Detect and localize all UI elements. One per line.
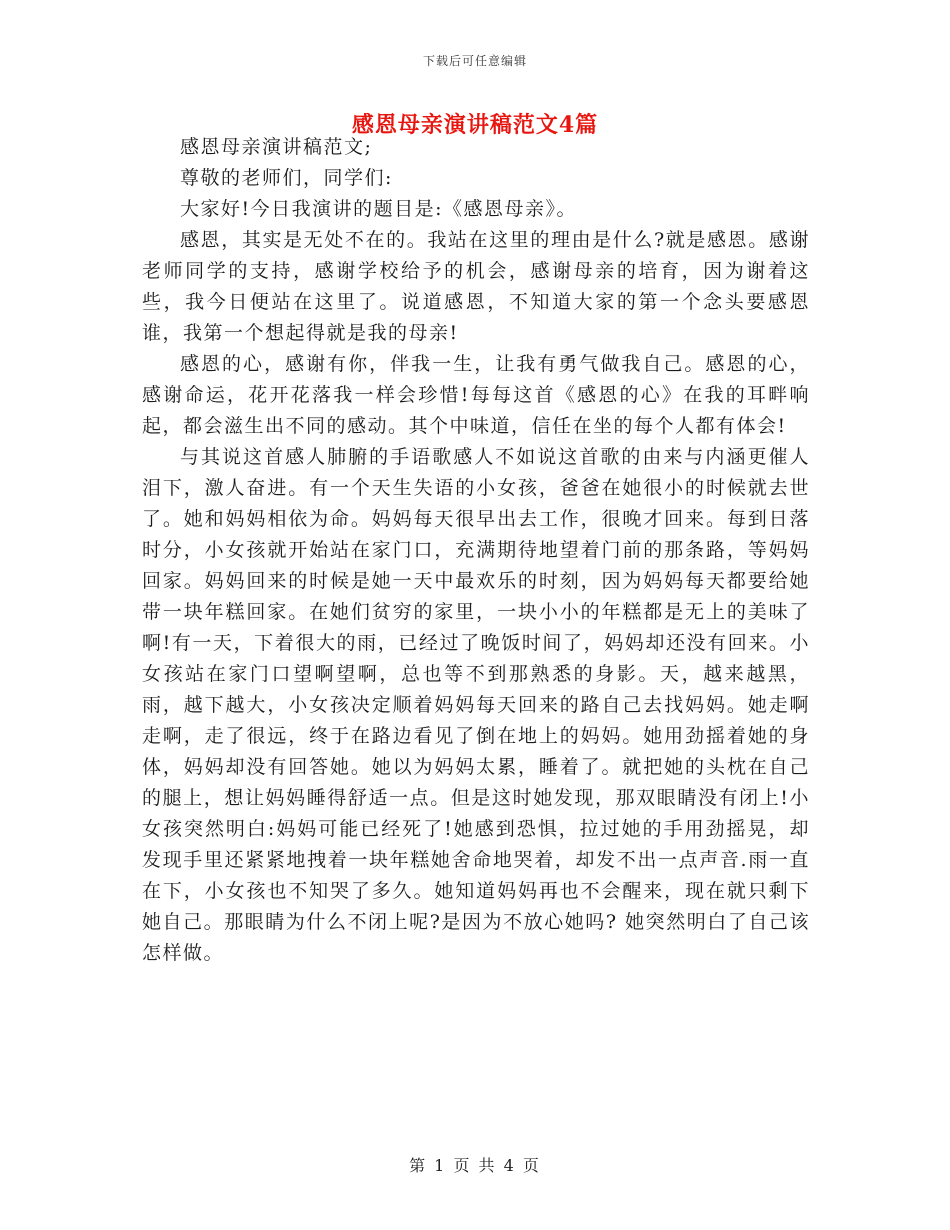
paragraph-salutation: 尊敬的老师们，同学们: [180, 167, 393, 189]
document-title: 感恩母亲演讲稿范文4篇 [351, 112, 599, 138]
paragraph-intro: 大家好!今日我演讲的题目是:《感恩母亲》。 [180, 198, 578, 220]
document-body [142, 132, 810, 969]
paragraph-grateful-heart: 感恩的心，感谢有你，伴我一生，让我有勇气做我自己。感恩的心，感谢命运，花开花落我一样会珍惜!每每这首《感恩的心》在我的耳畔响起，都会滋生出不同的感动。其个中味道，信任在坐的每个人都有体会! [142, 353, 810, 437]
header-note: 下载后可任意编辑 [422, 54, 527, 68]
page-number-footer: 第 1 页 共 4 页 [409, 1156, 541, 1175]
paragraph-greeting-title: 感恩母亲演讲稿范文; [180, 136, 373, 158]
paragraph-gratitude: 感恩，其实是无处不在的。我站在这里的理由是什么?就是感恩。感谢老师同学的支持，感谢学校给予的机会，感谢母亲的培育，因为谢着这些，我今日便站在这里了。说道感恩，不知道大家的第一个念头要感恩谁，我第一个想起得就是我的母亲! [142, 229, 810, 344]
paragraph-story: 与其说这首感人肺腑的手语歌感人不如说这首歌的由来与内涵更催人泪下，激人奋进。有一个天生失语的小女孩，爸爸在她很小的时候就去世了。她和妈妈相依为命。妈妈每天很早出去工作，很晚才回来。每到日落时分，小女孩就开始站在家门口，充满期待地望着门前的那条路，等妈妈回家。妈妈回来的时候是她一天中最欢乐的时刻，因为妈妈每天都要给她带一块年糕回家。在她们贫穷的家里，一块小小的年糕都是无上的美味了啊!有一天，下着很大的雨，已经过了晚饭时间了，妈妈却还没有回来。小女孩站在家门口望啊望啊，总也等不到那熟悉的身影。天，越来越黑，雨，越下越大，小女孩决定顺着妈妈每天回来的路自己去找妈妈。她走啊走啊，走了很远，终于在路边看见了倒在地上的妈妈。她用劲摇着她的身体，妈妈却没有回答她。她以为妈妈太累，睡着了。就把她的头枕在自己的腿上，想让妈妈睡得舒适一点。但是这时她发现，那双眼睛没有闭上!小女孩突然明白:妈妈可能已经死了!她感到恐惧，拉过她的手用劲摇晃，却发现手里还紧紧地拽着一块年糕她舍命地哭着，却发不出一点声音.雨一直在下，小女孩也不知哭了多久。她知道妈妈再也不会醒来，现在就只剩下她自己。那眼睛为什么不闭上呢?是因为不放心她吗? 她突然明白了自己该怎样做。 [142, 446, 810, 964]
